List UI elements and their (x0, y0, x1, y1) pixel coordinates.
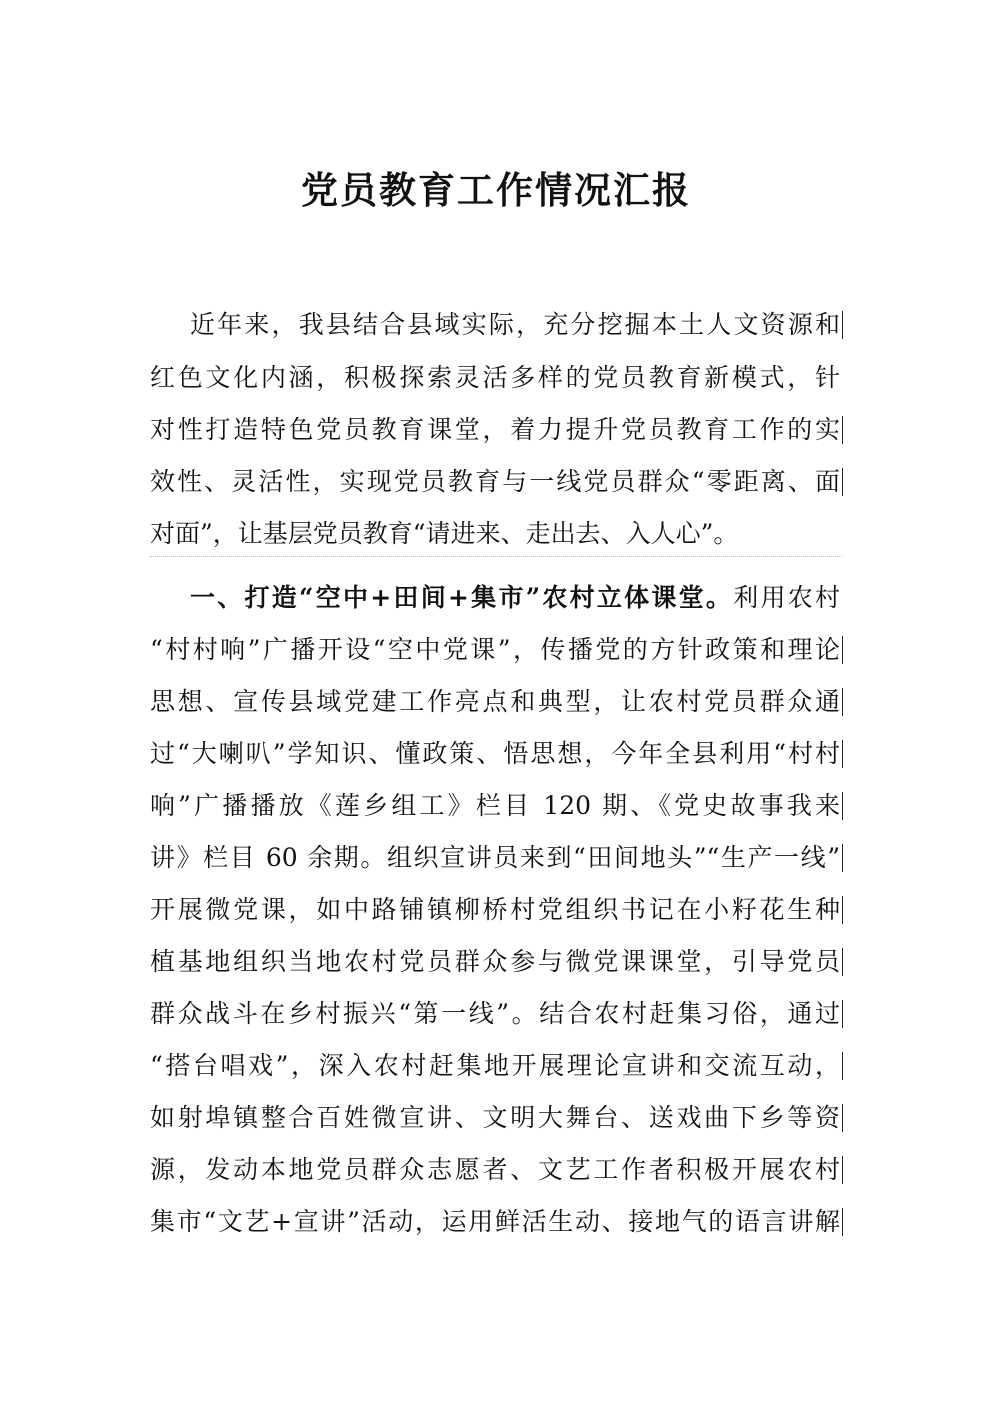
section-line: 响”广播播放《莲乡组工》栏目 120 期、《党史故事我来 (150, 791, 840, 820)
margin-bar (842, 636, 843, 664)
intro-line: 红色文化内涵，积极探索灵活多样的党员教育新模式，针 (150, 363, 840, 392)
margin-bar (842, 311, 843, 339)
section-line: 集市“文艺+宣讲”活动，运用鲜活生动、接地气的语言讲解 (150, 1207, 840, 1236)
section-text: 利用农村 (733, 583, 840, 612)
section-line: 思想、宣传县域党建工作亮点和典型，让农村党员群众通 (150, 687, 840, 716)
intro-line: 对面”，让基层党员教育“请进来、走出去、入人心”。 (150, 519, 739, 548)
intro-line: 近年来，我县结合县域实际，充分挖掘本土人文资源和 (190, 310, 840, 339)
section-line: 开展微党课，如中路铺镇柳桥村党组织书记在小籽花生种 (150, 895, 840, 924)
section-line: 源，发动本地党员群众志愿者、文艺工作者积极开展农村 (150, 1155, 840, 1184)
document-title: 党员教育工作情况汇报 (301, 168, 691, 212)
section-line: “搭台唱戏”，深入农村赶集地开展理论宣讲和交流互动， (150, 1051, 840, 1080)
margin-bar (842, 844, 843, 872)
section-line: 植基地组织当地农村党员群众参与微党课课堂，引导党员 (150, 947, 840, 976)
margin-bar (842, 688, 843, 716)
section-first-line (190, 578, 840, 618)
margin-bar (842, 1052, 843, 1080)
section-line: 讲》栏目 60 余期。组织宣讲员来到“田间地头”“生产一线” (150, 843, 840, 872)
margin-bar (842, 1000, 843, 1028)
section-heading: 一、打造“空中+田间+集市”农村立体课堂。 (190, 583, 734, 612)
section-line: 如射埠镇整合百姓微宣讲、文明大舞台、送戏曲下乡等资 (150, 1103, 840, 1132)
margin-bar (842, 468, 843, 496)
intro-line: 对性打造特色党员教育课堂，着力提升党员教育工作的实 (150, 415, 840, 444)
margin-bar (842, 1208, 843, 1236)
margin-bar (842, 792, 843, 820)
margin-bar (842, 740, 843, 768)
margin-bar (842, 948, 843, 976)
margin-bar (842, 1104, 843, 1132)
margin-bar (842, 416, 843, 444)
section-line: “村村响”广播开设“空中党课”，传播党的方针政策和理论 (150, 635, 840, 664)
section-line: 过“大喇叭”学知识、懂政策、悟思想，今年全县利用“村村 (150, 739, 840, 768)
section-line: 群众战斗在乡村振兴“第一线”。结合农村赶集习俗，通过 (150, 999, 840, 1028)
separator (150, 556, 842, 557)
margin-bar (842, 896, 843, 924)
intro-line: 效性、灵活性，实现党员教育与一线党员群众“零距离、面 (150, 467, 840, 496)
margin-bar (842, 1156, 843, 1184)
